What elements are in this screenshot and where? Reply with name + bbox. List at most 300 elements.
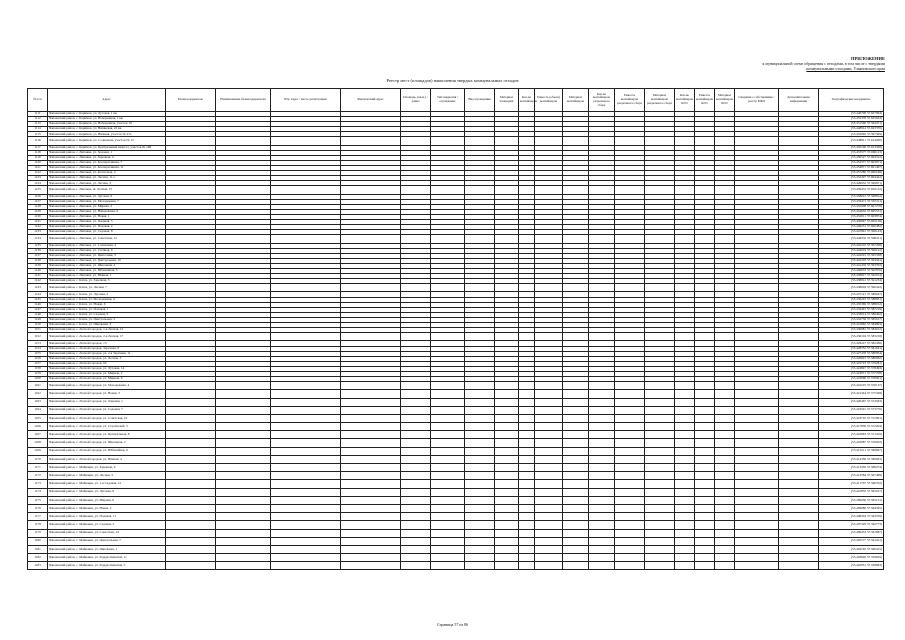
row-cell <box>715 529 735 537</box>
row-cell <box>695 464 715 472</box>
row-cell <box>779 382 819 390</box>
row-cell <box>535 414 563 422</box>
row-cell <box>675 464 695 472</box>
row-address: Чапаевский район, с. Лесной городок, ул. Южная, 4 <box>48 455 166 463</box>
row-cell <box>166 390 216 398</box>
row-cell <box>645 455 675 463</box>
row-number: 1166 <box>28 423 48 431</box>
row-cell <box>341 423 401 431</box>
row-cell <box>615 414 645 422</box>
row-number: 1178 <box>28 521 48 529</box>
row-cell <box>715 439 735 447</box>
row-cell <box>495 464 519 472</box>
row-cell <box>645 554 675 562</box>
row-cell <box>735 390 779 398</box>
row-cell <box>735 447 779 455</box>
row-cell <box>535 333 563 341</box>
row-cell <box>563 472 589 480</box>
row-cell <box>271 545 341 553</box>
row-address: Чапаевский район, с. Лесной городок, ул. Советская, 10 <box>48 414 166 422</box>
row-cell <box>615 521 645 529</box>
row-cell <box>589 529 615 537</box>
row-cell <box>715 431 735 439</box>
row-cell <box>563 464 589 472</box>
row-cell <box>563 480 589 488</box>
row-number: 1131 <box>28 220 48 225</box>
row-cell <box>166 521 216 529</box>
row-cell <box>563 398 589 406</box>
table-row <box>28 439 884 447</box>
row-cell <box>695 284 715 292</box>
row-number: 1160 <box>28 377 48 382</box>
row-cell <box>715 472 735 480</box>
row-number: 1136 <box>28 248 48 253</box>
table-row <box>28 562 884 570</box>
row-cell <box>271 562 341 570</box>
row-address: Чапаевский район, с. Лесной городок, ул. 2-я Заречная, 11 <box>48 351 166 356</box>
row-cell <box>735 186 779 194</box>
row-address: Чапаевский район, с. Липовка, ул. Школьная, 2 <box>48 263 166 268</box>
row-cell <box>431 480 465 488</box>
row-number: 1174 <box>28 488 48 496</box>
row-address: Чапаевский район, с. Майковка, ул. Полевая, 11 <box>48 513 166 521</box>
row-number: 1133 <box>28 230 48 235</box>
row-cell <box>271 431 341 439</box>
row-cell <box>341 235 401 243</box>
row-address: Чапаевский район, с. Майковка, ул. Новая, 2 <box>48 504 166 512</box>
row-coordinates: (55.450196 37.613328) <box>819 145 884 150</box>
row-cell <box>779 398 819 406</box>
row-cell <box>645 537 675 545</box>
row-coordinates: (55.448811 37.614200) <box>819 137 884 145</box>
row-address: Чапаевский район, с. Ключ, ул. Заречная, 3 <box>48 279 166 284</box>
row-cell <box>675 521 695 529</box>
row-number: 1173 <box>28 480 48 488</box>
row-coordinates: (55.452378 37.625624) <box>819 117 884 122</box>
row-cell <box>431 284 465 292</box>
row-address: Чапаевский район, с. Липовка, ул. Полевая, 2 <box>48 225 166 230</box>
row-coordinates: (55.455908 37.601278) <box>819 204 884 209</box>
row-cell <box>495 447 519 455</box>
row-cell <box>401 464 431 472</box>
row-cell <box>216 496 271 504</box>
row-cell <box>735 235 779 243</box>
row-cell <box>495 521 519 529</box>
row-cell <box>166 562 216 570</box>
row-cell <box>735 382 779 390</box>
row-cell <box>271 447 341 455</box>
row-coordinates: (55.406453 37.561987) <box>819 529 884 537</box>
row-cell <box>535 447 563 455</box>
row-number: 1177 <box>28 513 48 521</box>
row-cell <box>465 504 495 512</box>
row-cell <box>615 235 645 243</box>
row-cell <box>431 235 465 243</box>
row-number: 1181 <box>28 545 48 553</box>
row-cell <box>535 472 563 480</box>
row-cell <box>695 431 715 439</box>
row-cell <box>465 537 495 545</box>
row-address: Чапаевский район, с. Майковка, ул. Заречная, 9 <box>48 464 166 472</box>
row-cell <box>675 284 695 292</box>
row-cell <box>519 554 535 562</box>
row-cell <box>519 513 535 521</box>
row-cell <box>495 414 519 422</box>
row-address: Чапаевский район, с. Липовка, ул. Юбилейная, 5 <box>48 269 166 274</box>
row-address: Чапаевский район, с. Лесной городок, ул. Садовая, 7 <box>48 406 166 414</box>
row-cell <box>401 235 431 243</box>
row-address: Чапаевский район, с. Каримов, ул. Набережная, участок 19 <box>48 122 166 127</box>
row-address: Чапаевский район, с. Липовка, ул. Южная, 1 <box>48 274 166 279</box>
row-cell <box>589 455 615 463</box>
row-cell <box>216 455 271 463</box>
row-cell <box>615 447 645 455</box>
row-cell <box>271 537 341 545</box>
row-cell <box>779 537 819 545</box>
row-coordinates: (55.433614 37.586402) <box>819 312 884 317</box>
row-cell <box>465 464 495 472</box>
row-cell <box>519 504 535 512</box>
row-cell <box>563 431 589 439</box>
row-cell <box>589 137 615 145</box>
row-address: Чапаевский район, с. Липовка, ул. Луговая, 6 <box>48 194 166 199</box>
row-cell <box>341 431 401 439</box>
row-cell <box>589 464 615 472</box>
row-cell <box>589 235 615 243</box>
row-cell <box>563 333 589 341</box>
row-cell <box>589 537 615 545</box>
row-cell <box>495 382 519 390</box>
row-cell <box>735 414 779 422</box>
row-cell <box>519 137 535 145</box>
row-cell <box>675 186 695 194</box>
row-address: Чапаевский район, с. Липовка, ул. Советская, 12 <box>48 235 166 243</box>
row-coordinates: (55.409080 37.564345) <box>819 504 884 512</box>
row-cell <box>695 504 715 512</box>
row-cell <box>341 488 401 496</box>
row-cell <box>431 333 465 341</box>
row-cell <box>166 406 216 414</box>
row-cell <box>519 537 535 545</box>
row-cell <box>589 390 615 398</box>
row-cell <box>166 554 216 562</box>
row-coordinates: (55.447891 37.599143) <box>819 230 884 235</box>
row-cell <box>535 554 563 562</box>
row-coordinates: (55.444019 37.596122) <box>819 248 884 253</box>
row-cell <box>341 137 401 145</box>
row-cell <box>589 488 615 496</box>
row-address: Чапаевский район, с. Каримов, ул. Луговая, 1 кв. <box>48 112 166 117</box>
row-cell <box>401 406 431 414</box>
row-cell <box>431 455 465 463</box>
row-cell <box>341 554 401 562</box>
row-cell <box>341 333 401 341</box>
row-number: 1159 <box>28 371 48 376</box>
row-cell <box>779 333 819 341</box>
table-row <box>28 186 884 194</box>
column-header: Емкость контейнеров КГО <box>695 89 715 112</box>
row-cell <box>465 472 495 480</box>
row-coordinates: (55.409956 37.565131) <box>819 496 884 504</box>
table-row <box>28 414 884 422</box>
row-cell <box>166 333 216 341</box>
row-cell <box>695 186 715 194</box>
row-cell <box>695 521 715 529</box>
row-cell <box>563 414 589 422</box>
row-number: 1168 <box>28 439 48 447</box>
row-cell <box>431 488 465 496</box>
row-number: 1112 <box>28 117 48 122</box>
page-footer: Страница 57 из 86 <box>436 622 469 627</box>
row-cell <box>645 423 675 431</box>
row-cell <box>675 382 695 390</box>
row-cell <box>216 423 271 431</box>
row-coordinates: (55.446532 37.598411) <box>819 235 884 243</box>
row-cell <box>735 529 779 537</box>
row-cell <box>779 439 819 447</box>
row-cell <box>695 423 715 431</box>
row-cell <box>465 414 495 422</box>
row-cell <box>563 521 589 529</box>
row-address: Чапаевский район, с. Майковка, ул. 1-я Садовая, 12 <box>48 480 166 488</box>
row-cell <box>271 496 341 504</box>
row-cell <box>645 439 675 447</box>
row-coordinates: (55.450527 37.604312) <box>819 155 884 160</box>
row-cell <box>535 480 563 488</box>
row-cell <box>401 513 431 521</box>
row-cell <box>341 406 401 414</box>
row-cell <box>645 472 675 480</box>
row-cell <box>519 235 535 243</box>
row-number: 1170 <box>28 455 48 463</box>
row-cell <box>675 529 695 537</box>
row-address: Чапаевский район, с. Ключ, ул. Центральная, 5 <box>48 317 166 322</box>
row-cell <box>589 496 615 504</box>
row-cell <box>519 562 535 570</box>
row-coordinates: (55.430981 37.584012) <box>819 328 884 333</box>
row-cell <box>779 529 819 537</box>
row-cell <box>645 545 675 553</box>
row-cell <box>715 480 735 488</box>
row-cell <box>615 529 645 537</box>
row-coordinates: (55.405577 37.561201) <box>819 537 884 545</box>
row-cell <box>735 137 779 145</box>
row-cell <box>431 562 465 570</box>
row-cell <box>695 390 715 398</box>
row-address: Чапаевский район, с. Лесной городок, 2-я Лесная, 17 <box>48 333 166 341</box>
row-cell <box>735 496 779 504</box>
row-number: 1167 <box>28 431 48 439</box>
appendix-subtitle: к муниципальной схеме обращения с отходами, в том числе с твердыми <box>762 61 885 66</box>
row-cell <box>735 284 779 292</box>
row-cell <box>645 513 675 521</box>
row-cell <box>735 562 779 570</box>
row-cell <box>695 537 715 545</box>
row-address: Чапаевский район, с. Липовка, ул. Лесная, 11 а <box>48 176 166 181</box>
row-number: 1138 <box>28 258 48 263</box>
row-cell <box>535 284 563 292</box>
row-cell <box>615 464 645 472</box>
table-row <box>28 406 884 414</box>
row-cell <box>216 284 271 292</box>
row-cell <box>589 333 615 341</box>
row-address: Чапаевский район, с. Каримов, ул. Вишневая, 22 кв. <box>48 127 166 132</box>
row-cell <box>735 423 779 431</box>
row-cell <box>615 137 645 145</box>
row-address: Чапаевский район, с. Лесной городок, ул. Лесная, 3 <box>48 356 166 361</box>
row-cell <box>166 235 216 243</box>
row-address: Чапаевский район, с. Лесной городок, ул. Мирная, 2 <box>48 371 166 376</box>
row-number: 1111 <box>28 112 48 117</box>
row-cell <box>495 439 519 447</box>
row-cell <box>271 284 341 292</box>
row-number: 1143 <box>28 284 48 292</box>
row-cell <box>341 545 401 553</box>
table-row <box>28 382 884 390</box>
row-cell <box>166 480 216 488</box>
row-cell <box>715 333 735 341</box>
column-header: Материал контейнеров КГО <box>715 89 735 112</box>
row-address: Чапаевский район, с. Майковка, ул. Советская, 14 <box>48 529 166 537</box>
row-cell <box>535 529 563 537</box>
row-address: Чапаевский район, с. Липовка, ул. Лесная, 3 <box>48 181 166 186</box>
row-number: 1119 <box>28 155 48 160</box>
row-cell <box>779 480 819 488</box>
row-address: Чапаевский район, с. Лесной городок, 15 <box>48 341 166 346</box>
table-row <box>28 431 884 439</box>
row-cell <box>401 455 431 463</box>
row-cell <box>615 406 645 414</box>
row-cell <box>695 554 715 562</box>
row-coordinates: (55.416087 37.570632) <box>819 439 884 447</box>
row-cell <box>465 423 495 431</box>
row-address: Чапаевский район, с. Лесной городок, ул. Юбилейная, 6 <box>48 447 166 455</box>
row-cell <box>645 414 675 422</box>
row-number: 1172 <box>28 472 48 480</box>
row-cell <box>401 521 431 529</box>
column-header: Сведения о собственнике / реестр МКД <box>735 89 779 112</box>
row-cell <box>779 504 819 512</box>
row-cell <box>675 414 695 422</box>
row-coordinates: (55.438912 37.591234) <box>819 279 884 284</box>
row-number: 1183 <box>28 562 48 570</box>
row-cell <box>341 447 401 455</box>
row-cell <box>695 382 715 390</box>
row-cell <box>341 439 401 447</box>
row-cell <box>166 464 216 472</box>
row-cell <box>271 406 341 414</box>
row-cell <box>589 431 615 439</box>
table-row <box>28 496 884 504</box>
row-coordinates: (55.428352 37.581641) <box>819 346 884 351</box>
row-cell <box>401 554 431 562</box>
row-cell <box>615 545 645 553</box>
row-cell <box>495 137 519 145</box>
row-cell <box>431 406 465 414</box>
row-cell <box>431 504 465 512</box>
row-cell <box>675 406 695 414</box>
row-cell <box>675 439 695 447</box>
row-address: Чапаевский район, с. Лесной городок, ул. Молодежная, 4 <box>48 382 166 390</box>
row-cell <box>589 480 615 488</box>
row-cell <box>519 406 535 414</box>
row-cell <box>563 284 589 292</box>
row-cell <box>735 472 779 480</box>
row-number: 1115 <box>28 132 48 137</box>
row-cell <box>695 333 715 341</box>
row-cell <box>715 390 735 398</box>
row-number: 1150 <box>28 323 48 328</box>
row-coordinates: (55.436243 37.588831) <box>819 297 884 302</box>
column-header: Емкость (объем) контейнеров <box>535 89 563 112</box>
row-cell <box>216 186 271 194</box>
row-coordinates: (55.402951 37.558843) <box>819 562 884 570</box>
row-cell <box>271 529 341 537</box>
row-cell <box>675 488 695 496</box>
row-coordinates: (55.403826 37.559629) <box>819 554 884 562</box>
row-number: 1142 <box>28 279 48 284</box>
table-row <box>28 398 884 406</box>
row-cell <box>563 488 589 496</box>
row-cell <box>715 137 735 145</box>
appendix-header <box>685 56 885 71</box>
row-address: Чапаевский район, с. Ключ, ул. Полевая, 1 <box>48 307 166 312</box>
row-coordinates: (55.437121 37.589647) <box>819 292 884 297</box>
row-cell <box>519 521 535 529</box>
row-cell <box>166 137 216 145</box>
row-cell <box>563 439 589 447</box>
row-cell <box>779 464 819 472</box>
row-cell <box>779 137 819 145</box>
row-cell <box>695 439 715 447</box>
row-cell <box>779 488 819 496</box>
row-cell <box>271 439 341 447</box>
row-cell <box>495 455 519 463</box>
row-cell <box>589 521 615 529</box>
row-cell <box>695 562 715 570</box>
row-cell <box>535 439 563 447</box>
row-coordinates: (55.456471 37.597211) <box>819 199 884 204</box>
row-cell <box>779 562 819 570</box>
row-address: Чапаевский район, с. Лесной городок, ул. Строителей, 5 <box>48 423 166 431</box>
row-cell <box>645 488 675 496</box>
row-cell <box>465 186 495 194</box>
row-cell <box>675 137 695 145</box>
table-row <box>28 390 884 398</box>
row-cell <box>519 431 535 439</box>
row-cell <box>216 447 271 455</box>
row-cell <box>495 488 519 496</box>
row-coordinates: (55.452011 37.603874) <box>819 214 884 219</box>
row-cell <box>675 472 695 480</box>
row-cell <box>495 431 519 439</box>
row-number: 1128 <box>28 204 48 209</box>
row-cell <box>645 562 675 570</box>
row-address: Чапаевский район, с. Майковка, ул. Рождественская, 11 <box>48 554 166 562</box>
row-cell <box>715 406 735 414</box>
row-cell <box>216 137 271 145</box>
row-cell <box>645 464 675 472</box>
row-cell <box>465 480 495 488</box>
row-cell <box>519 488 535 496</box>
row-cell <box>779 447 819 455</box>
row-number: 1134 <box>28 235 48 243</box>
row-address: Чапаевский район, с. Липовка, ул. Зеленая, 1 <box>48 150 166 155</box>
row-cell <box>675 545 695 553</box>
row-address: Чапаевский район, с. Майковка, ул. Центральная, 7 <box>48 537 166 545</box>
row-cell <box>216 521 271 529</box>
row-cell <box>519 455 535 463</box>
